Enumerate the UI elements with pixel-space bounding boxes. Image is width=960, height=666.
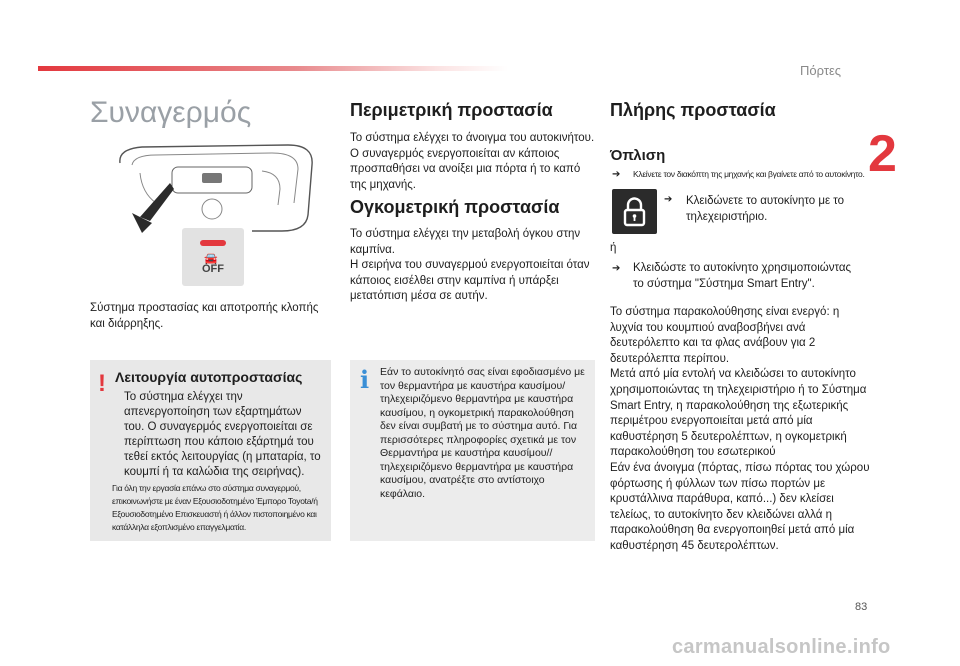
chapter-number: 2 bbox=[868, 125, 897, 183]
info-body: Εάν το αυτοκίνητό σας είναι εφοδιασμένο με τον θερμαντήρα με καυστήρα καυσίμου/ τηλεχειριζόμενο θερμαντήρα με καυστήρα καυσίμου, η ογκομετρική παρακολούθηση δεν είναι συμβατή με το σύστημα αυτό. Για περισσότερες πληροφορίες σχετικά με τον Θερμαντήρα με καυστήρα καυσίμου// τηλεχειριζόμενο θερμαντήρα με καυστήρα καυσίμου, ανατρέξτε στο αντίστοιχο κεφάλαιο. bbox=[380, 366, 585, 500]
switch-off-engine-step: Κλείνετε τον διακόπτη της μηχανής και βγαίνετε από το αυτοκίνητο. bbox=[633, 169, 865, 179]
perimeter-protection-heading: Περιμετρική προστασία bbox=[350, 100, 553, 120]
indicator-light bbox=[200, 240, 226, 246]
monitoring-description: Το σύστημα παρακολούθησης είναι ενεργό: η λυχνία του κουμπιού αναβοσβήνει ανά δευτερόλεπτο και τα φλας ανάβουν για 2 δευτερόλεπτα περίπου. Μετά από μία εντολή να κλειδώσει το αυτοκίνητο χρησιμοποιώντας τη τηλεχειριστήριο ή το Σύστημα Smart Entry, η παρακολούθηση της εξωτερικής περιμέτρου ενεργοποιείται μετά από μία καθυστέρηση 5 δευτερολέπτων, η ογκομετρική παρακολούθηση του εσωτερικού Εάν ένα άνοιγμα (πόρτας, πίσω πόρτας του χώρου φόρτωσης ή φύλλων των πίσω πορτών με κρυστάλλινα παράθυρα, καπό...) δεν κλείσει τελείως, το αυτοκίνητο δεν κλειδώνει αλλά η παρακολούθηση θα ενεργοποιηθεί μετά από μία καθυστέρηση 45 δευτερολέπτων. bbox=[610, 306, 870, 552]
or-text: ή bbox=[610, 242, 617, 254]
dashboard-illustration bbox=[112, 143, 318, 239]
volumetric-protection-heading: Ογκομετρική προστασία bbox=[350, 197, 560, 217]
lock-icon bbox=[612, 189, 657, 234]
header-accent-bar bbox=[38, 66, 508, 71]
page-number: 83 bbox=[855, 601, 868, 613]
arrow-bullet-icon: ➔ bbox=[612, 263, 621, 274]
watermark: carmanualsonline.info bbox=[672, 636, 891, 658]
warning-box bbox=[90, 360, 331, 541]
warning-icon: ! bbox=[98, 370, 106, 397]
perimeter-protection-text: Το σύστημα ελέγχει το άνοιγμα του αυτοκινήτου. Ο συναγερμός ενεργοποιείται αν κάποιος προσπαθήσει να ανοίξει μια πόρτα ή το καπό της μηχανής. bbox=[350, 132, 595, 191]
section-name: Πόρτες bbox=[800, 63, 842, 78]
arrow-bullet-icon: ➔ bbox=[664, 194, 673, 205]
warning-small-text: Για όλη την εργασία επάνω στο σύστημα συναγερμού, επικοινωνήστε με έναν Εξουσιοδοτημένο Έμπορο Toyota/ή Εξουσιοδοτημένο Επισκευαστή ή άλλον πιστοποιημένο και κατάλληλα εξοπλισμένο επαγγελματία. bbox=[112, 483, 318, 532]
lock-with-smart-entry-step: Κλειδώστε το αυτοκίνητο χρησιμοποιώντας το σύστημα "Σύστημα Smart Entry". bbox=[633, 262, 852, 290]
illustration-caption: Σύστημα προστασίας και αποτροπής κλοπής και διάρρηξης. bbox=[90, 302, 319, 330]
warning-title: Λειτουργία αυτοπροστασίας bbox=[115, 369, 303, 385]
volumetric-protection-text: Το σύστημα ελέγχει την μεταβολή όγκου στην καμπίνα. Η σειρήνα του συναγερμού ενεργοποιείται όταν κάποιος εισέλθει στην καμπίνα ή υπάρξει μετατόπιση μέσα σε αυτήν. bbox=[350, 228, 590, 302]
arrow-bullet-icon: ➔ bbox=[612, 169, 621, 180]
lock-with-remote-step: Κλειδώνετε το αυτοκίνητο με το τηλεχειριστήριο. bbox=[686, 195, 845, 223]
info-icon: i bbox=[360, 365, 370, 394]
info-box bbox=[350, 360, 595, 541]
off-button-label: OFF bbox=[202, 263, 224, 275]
warning-body: Το σύστημα ελέγχει την απενεργοποίηση των εξαρτημάτων του. Ο συναγερμός ενεργοποιείται σε περίπτωση που κάποιο εξάρτημά του τεθεί εκτός λειτουργίας (η μπαταρία, το κουμπί ή τα καλώδια της σειρήνας). bbox=[124, 391, 321, 478]
arming-subheading: Όπλιση bbox=[610, 147, 666, 164]
page-title: Συναγερμός bbox=[90, 96, 252, 129]
alarm-off-button-illustration bbox=[182, 228, 244, 286]
car-alarm-icon: 🚘 bbox=[204, 253, 218, 265]
full-protection-heading: Πλήρης προστασία bbox=[610, 100, 776, 120]
